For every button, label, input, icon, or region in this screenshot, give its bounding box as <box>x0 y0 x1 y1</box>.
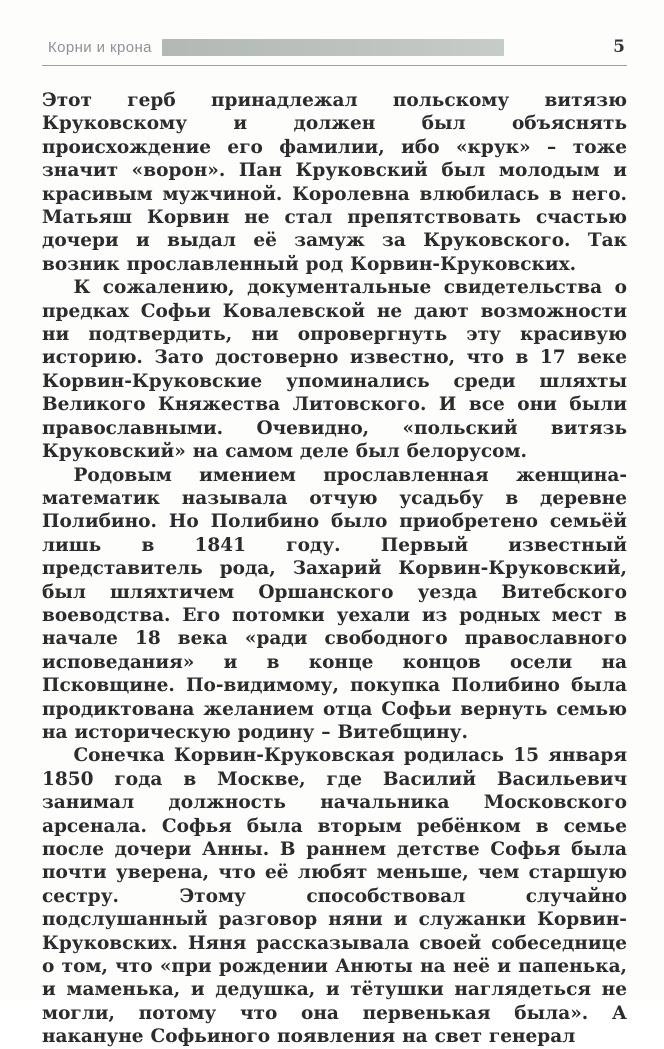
page-number: 5 <box>613 37 625 57</box>
paragraph: К сожалению, документальные свидетельства о предках Софьи Ковалевской не дают возможности ни подтвердить, ни опровергнуть эту красивую историю. Зато достоверно известно, что в 17 веке Корвин-Круковские упоминались среди шляхты Великого Княжества Литовского. И все они были православными. Очевидно, «польский витязь Круковский» на самом деле был белорусом. <box>42 277 627 463</box>
page-header <box>42 36 627 58</box>
header-rule <box>42 65 627 66</box>
header-decorative-band <box>162 39 504 56</box>
running-title: Корни и крона <box>48 38 152 56</box>
paragraph: Сонечка Корвин-Круковская родилась 15 января 1850 года в Москве, где Василий Васильевич занимал должность начальника Московского арсенала. Софья была вторым ребёнком в семье после дочери Анны. В раннем детстве Софья была почти уверена, что её любят меньше, чем старшую сестру. Этому способствовал случайно подслушанный разговор няни и служанки Корвин-Круковских. Няня рассказывала своей собеседнице о том, что «при рождении Анюты на неё и папенька, и маменька, и дедушка, и тётушки наглядеться не могли, потому что она первенькая была». А накануне Софьиного появления на свет генерал <box>42 745 627 1048</box>
paragraph: Этот герб принадлежал польскому витязю Круковскому и должен был объяснять происхождение его фамилии, ибо «крук» – тоже значит «ворон». Пан Круковский был молодым и красивым мужчиной. Королевна влюбилась в него. Матьяш Корвин не стал препятствовать счастью дочери и выдал её замуж за Круковского. Так возник прославленный род Корвин-Круковских. <box>42 90 627 275</box>
paragraph: Родовым имением прославленная женщина-математик называла отчую усадьбу в деревне Полибино. Но Полибино было приобретено семьёй лишь в 1841 году. Первый известный представитель рода, Захарий Корвин-Круковский, был шляхтичем Оршанского уезда Витебского воеводства. Его потомки уехали из родных мест в начале 18 века «ради свободного православного исповедания» и в конце концов осели на Псковщине. По-видимому, покупка Полибино была продиктована желанием отца Софьи вернуть семью на историческую родину – Витебщину. <box>42 464 627 743</box>
page-text <box>42 89 627 1049</box>
